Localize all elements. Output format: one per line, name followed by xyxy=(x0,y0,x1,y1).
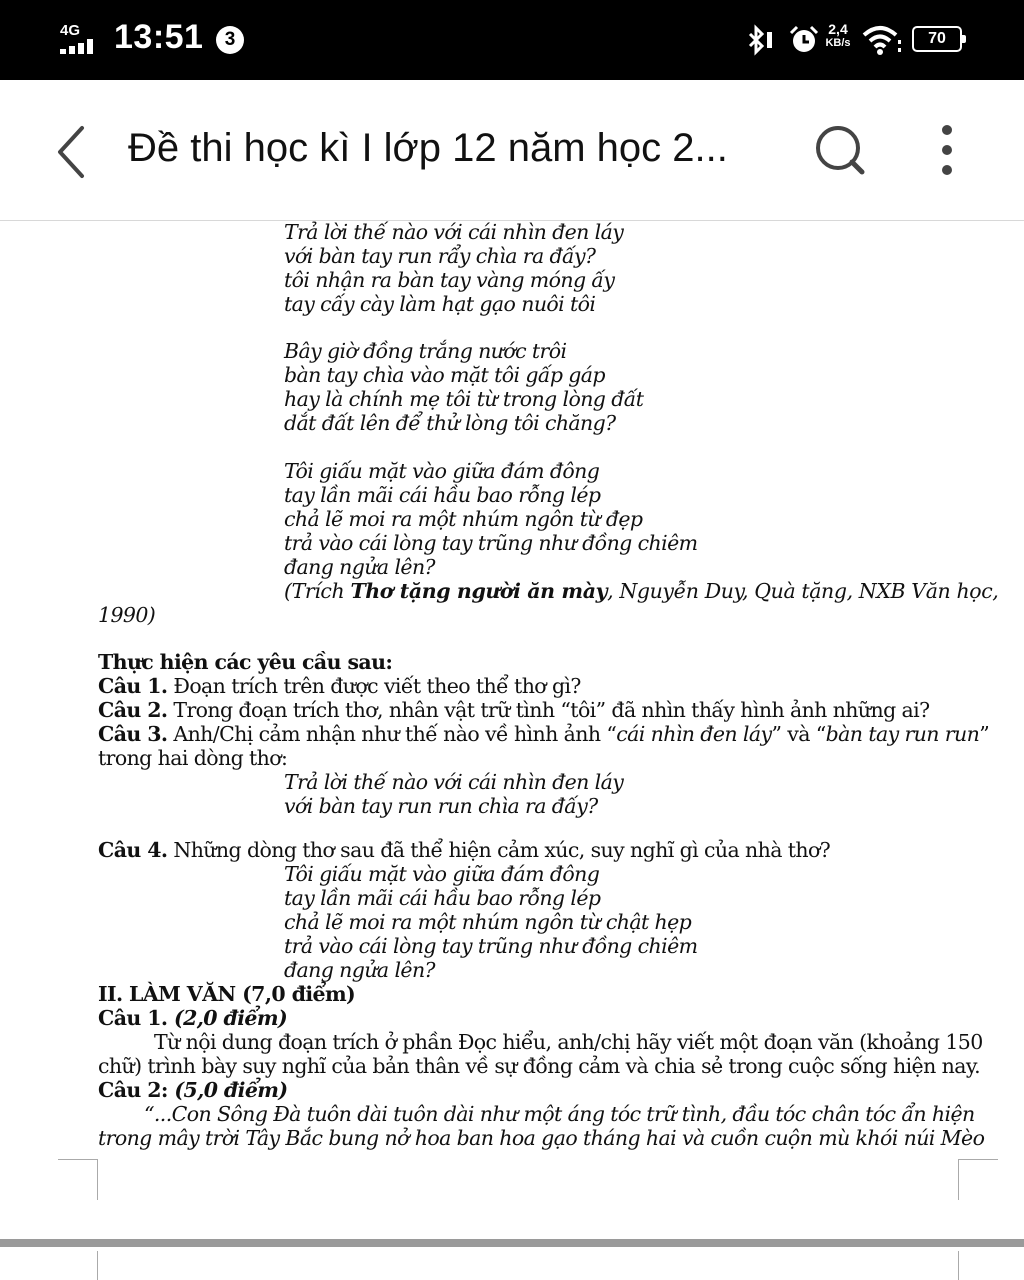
question-italic: bàn tay run run xyxy=(825,722,980,746)
more-options-button[interactable] xyxy=(922,120,972,180)
poem-line: Bây giờ đồng trắng nước trôi xyxy=(284,339,567,363)
question-4 xyxy=(98,838,830,862)
poem-line: hay là chính mẹ tôi từ trong lòng đất xyxy=(284,387,644,411)
poem-line: tôi nhận ra bàn tay vàng móng ấy xyxy=(284,268,615,292)
quote-line: tay lần mãi cái hầu bao rỗng lép xyxy=(284,886,601,910)
question-label: Câu 1. xyxy=(98,1006,174,1030)
quote-line: đang ngửa lên? xyxy=(284,958,435,982)
page-separator xyxy=(0,1239,1024,1247)
paragraph-line: chữ) trình bày suy nghĩ của bản thân về sự đồng cảm và chia sẻ trong cuộc sống hiện nay. xyxy=(98,1054,980,1078)
signal-icon xyxy=(60,38,104,54)
document-title: Đề thi học kì I lớp 12 năm học 2... xyxy=(128,126,728,170)
crop-mark xyxy=(97,1159,98,1200)
network-type: 4G xyxy=(60,22,81,39)
poem-line: Trả lời thế nào với cái nhìn đen láy xyxy=(284,221,624,244)
app-header xyxy=(0,80,1024,221)
writing-question-2 xyxy=(98,1078,287,1102)
question-3-line2: trong hai dòng thơ: xyxy=(98,746,288,770)
question-label: Câu 2. xyxy=(98,698,168,722)
poem-line: tay cấy cày làm hạt gạo nuôi tôi xyxy=(284,292,596,316)
question-label: Câu 2: xyxy=(98,1078,175,1102)
question-text: Trong đoạn trích thơ, nhân vật trữ tình “tôi” đã nhìn thấy hình ảnh những ai? xyxy=(167,698,930,722)
question-italic: cái nhìn đen láy xyxy=(616,722,772,746)
question-text: ” và “ xyxy=(771,722,826,746)
crop-mark xyxy=(958,1251,959,1280)
poem-line: đang ngửa lên? xyxy=(284,555,435,579)
question-label: Câu 3. xyxy=(98,722,168,746)
question-text: Đoạn trích trên được viết theo thể thơ gì? xyxy=(167,674,581,698)
question-3 xyxy=(98,722,989,746)
quote-line: Trả lời thế nào với cái nhìn đen láy xyxy=(284,770,624,794)
paragraph-line: trong mây trời Tây Bắc bung nở hoa ban hoa gạo tháng hai và cuồn cuộn mù khói núi Mèo xyxy=(98,1126,985,1150)
poem-line: Tôi giấu mặt vào giữa đám đông xyxy=(284,459,600,483)
status-bar xyxy=(0,0,1024,80)
notification-badge: 3 xyxy=(216,26,244,54)
quote-line: trả vào cái lòng tay trũng như đồng chiêm xyxy=(284,934,698,958)
network-speed xyxy=(822,22,854,50)
question-label: Câu 4. xyxy=(98,838,168,862)
clock: 13:51 xyxy=(114,18,204,56)
citation-rest: , Nguyễn Duy, Quà tặng, NXB Văn học, xyxy=(607,579,999,603)
quote-line: Tôi giấu mặt vào giữa đám đông xyxy=(284,862,600,886)
section-2-heading: II. LÀM VĂN (7,0 điểm) xyxy=(98,982,356,1006)
question-points: (5,0 điểm) xyxy=(174,1078,288,1102)
network-speed-value: 2,4 xyxy=(828,21,848,37)
question-text: Những dòng thơ sau đã thể hiện cảm xúc, suy nghĩ gì của nhà thơ? xyxy=(167,838,831,862)
network-speed-unit: KB/s xyxy=(825,37,851,49)
citation-work: Thơ tặng người ăn mày xyxy=(350,579,608,603)
poem-line: chả lẽ moi ra một nhúm ngôn từ đẹp xyxy=(284,507,643,531)
citation-year: 1990) xyxy=(98,603,156,627)
quote-line: chả lẽ moi ra một nhúm ngôn từ chật hẹp xyxy=(284,910,692,934)
crop-mark xyxy=(58,1159,98,1160)
quote-line: với bàn tay run run chìa ra đấy? xyxy=(284,794,598,818)
poem-line: trả vào cái lòng tay trũng như đồng chiêm xyxy=(284,531,698,555)
question-1 xyxy=(98,674,581,698)
question-text: ” xyxy=(979,722,990,746)
writing-question-1 xyxy=(98,1006,287,1030)
poem-line: với bàn tay run rẩy chìa ra đấy? xyxy=(284,244,596,268)
poem-line: tay lần mãi cái hầu bao rỗng lép xyxy=(284,483,601,507)
battery-indicator: 70 xyxy=(912,26,962,52)
question-2 xyxy=(98,698,930,722)
poem-line: dắt đất lên để thử lòng tôi chăng? xyxy=(284,411,616,435)
paragraph-line: Từ nội dung đoạn trích ở phần Đọc hiểu, anh/chị hãy viết một đoạn văn (khoảng 150 xyxy=(154,1030,983,1054)
search-button[interactable] xyxy=(810,120,870,180)
alarm-icon xyxy=(788,24,820,56)
paragraph-line: “...Con Sông Đà tuôn dài tuôn dài như một áng tóc trữ tình, đầu tóc chân tóc ẩn hiện xyxy=(144,1102,975,1126)
wifi-icon xyxy=(862,24,902,56)
question-points: (2,0 điểm) xyxy=(173,1006,288,1030)
question-label: Câu 1. xyxy=(98,674,168,698)
question-text: Anh/Chị cảm nhận như thế nào về hình ảnh “ xyxy=(167,722,617,746)
requirements-heading: Thực hiện các yêu cầu sau: xyxy=(98,650,393,674)
crop-mark xyxy=(97,1251,98,1280)
poem-line: bàn tay chìa vào mặt tôi gấp gáp xyxy=(284,363,605,387)
bluetooth-icon xyxy=(744,24,776,56)
citation-prefix: (Trích xyxy=(284,579,351,603)
crop-mark xyxy=(958,1159,998,1160)
document-viewer[interactable] xyxy=(0,221,1024,1280)
citation xyxy=(284,579,998,603)
back-button[interactable] xyxy=(46,120,100,184)
crop-mark xyxy=(958,1159,959,1200)
